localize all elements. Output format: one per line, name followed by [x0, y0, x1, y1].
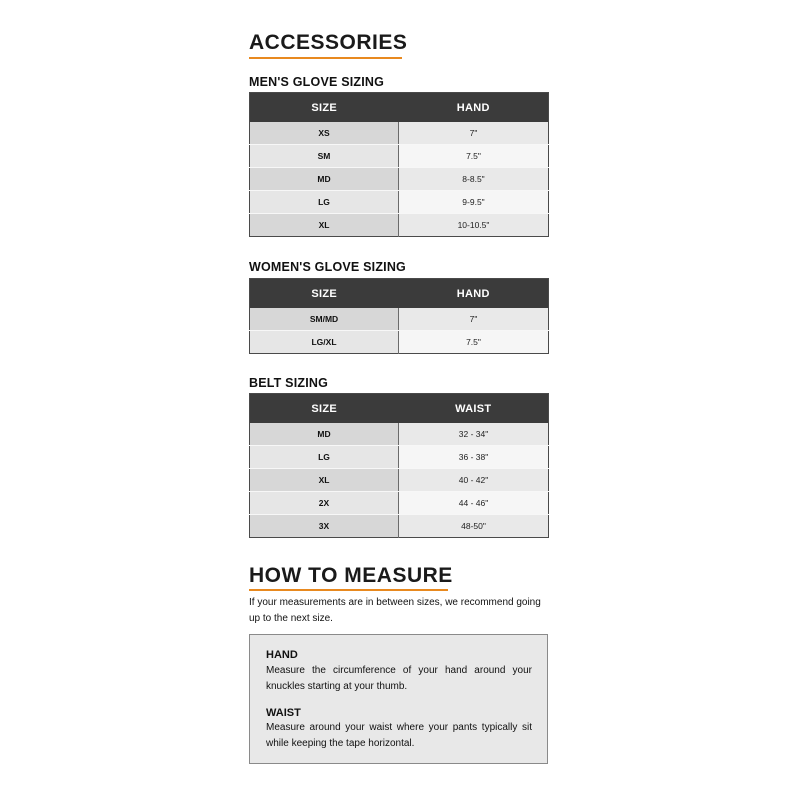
hand-column-header: HAND: [399, 279, 549, 309]
waist-cell: 40 - 42": [399, 469, 549, 492]
waist-heading: WAIST: [266, 707, 301, 719]
waist-cell: 32 - 34": [399, 423, 549, 446]
hand-cell: 7": [399, 308, 549, 331]
size-cell: SM: [250, 145, 399, 168]
table-row: [250, 214, 549, 237]
size-cell: XS: [250, 122, 399, 145]
table-header-row: [250, 93, 549, 123]
hand-cell: 10-10.5": [399, 214, 549, 237]
accessories-title-underline: [249, 57, 402, 59]
table-row: [250, 331, 549, 354]
size-cell: LG/XL: [250, 331, 399, 354]
table-row: [250, 122, 549, 145]
measure-instructions-box: [249, 634, 548, 764]
size-cell: LG: [250, 191, 399, 214]
hand-cell: 9-9.5": [399, 191, 549, 214]
size-column-header: SIZE: [250, 394, 399, 424]
womens-glove-table: [249, 278, 549, 354]
table-row: [250, 446, 549, 469]
mens-glove-table: [249, 92, 549, 237]
hand-cell: 8-8.5": [399, 168, 549, 191]
table-row: [250, 308, 549, 331]
table-row: [250, 515, 549, 538]
hand-instructions: Measure the circumference of your hand around your knuckles starting at your thumb.: [266, 665, 532, 692]
size-column-header: SIZE: [250, 93, 399, 123]
size-cell: MD: [250, 168, 399, 191]
size-cell: SM/MD: [250, 308, 399, 331]
hand-cell: 7.5": [399, 331, 549, 354]
table-row: [250, 469, 549, 492]
table-row: [250, 168, 549, 191]
measure-intro-text: If your measurements are in between sizes, we recommend going up to the next size.: [249, 597, 541, 624]
size-cell: 2X: [250, 492, 399, 515]
table-row: [250, 423, 549, 446]
size-cell: LG: [250, 446, 399, 469]
belt-table: [249, 393, 549, 538]
table-row: [250, 492, 549, 515]
table-row: [250, 191, 549, 214]
how-to-measure-title: HOW TO MEASURE: [249, 564, 453, 587]
waist-cell: 44 - 46": [399, 492, 549, 515]
table-header-row: [250, 394, 549, 424]
size-cell: MD: [250, 423, 399, 446]
waist-column-header: WAIST: [399, 394, 549, 424]
size-cell: XL: [250, 214, 399, 237]
hand-column-header: HAND: [399, 93, 549, 123]
belt-heading: BELT SIZING: [249, 376, 329, 390]
hand-heading: HAND: [266, 649, 298, 661]
mens-glove-heading: MEN'S GLOVE SIZING: [249, 75, 385, 89]
waist-instructions: Measure around your waist where your pants typically sit while keeping the tape horizontal.: [266, 722, 532, 749]
hand-cell: 7.5": [399, 145, 549, 168]
size-cell: XL: [250, 469, 399, 492]
how-to-measure-underline: [249, 589, 448, 591]
table-row: [250, 145, 549, 168]
hand-cell: 7": [399, 122, 549, 145]
size-cell: 3X: [250, 515, 399, 538]
waist-cell: 36 - 38": [399, 446, 549, 469]
womens-glove-heading: WOMEN'S GLOVE SIZING: [249, 260, 406, 274]
table-header-row: [250, 279, 549, 309]
waist-cell: 48-50": [399, 515, 549, 538]
accessories-title: ACCESSORIES: [249, 31, 408, 54]
size-column-header: SIZE: [250, 279, 399, 309]
